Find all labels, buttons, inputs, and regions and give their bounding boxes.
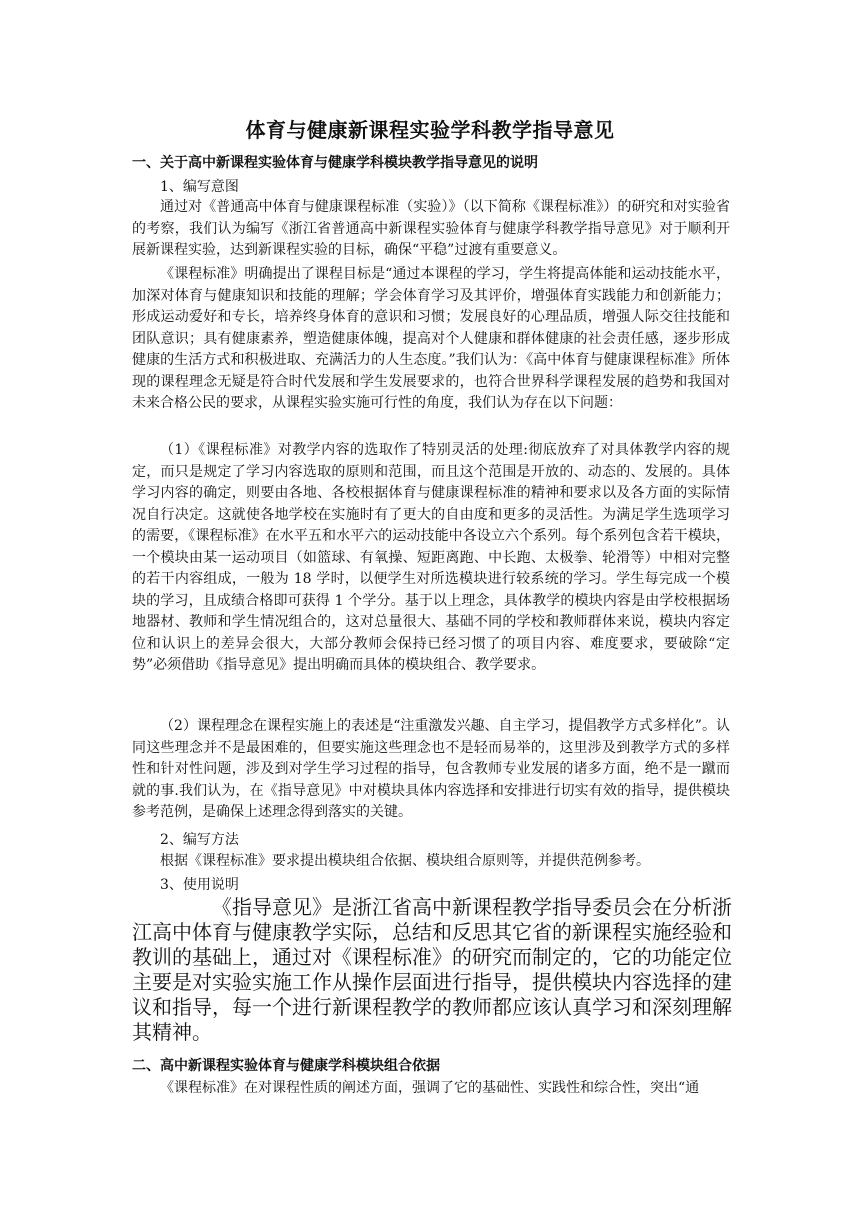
paragraph-large: 《指导意见》是浙江省高中新课程教学指导委员会在分析浙江高中体育与健康教学实际，总结和反思其它省的新课程实施经验和教训的基础上，通过对《课程标准》的研究而制定的，它的功能定位主要是对实验实施工作从操作层面进行指导，提供模块内容选择的建议和指导，每一个进行新课程教学的教师都应该认真学习和深刻理解其精神。 xyxy=(132,895,732,1044)
paragraph: （2）课程理念在课程实施上的表述是“注重激发兴趣、自主学习，提倡教学方式多样化”。认同这些理念并不是最困难的，但要实施这些理念也不是轻而易举的，这里涉及到教学方式的多样性和针对性问题，涉及到对学生学习过程的指导，包含教师专业发展的诸多方面，绝不是一蹴而就的事.我们认为，在《指导意见》中对模块具体内容选择和安排进行切实有效的指导，提供模块参考范例，是确保上述理念得到落实的关键。 xyxy=(132,718,730,820)
paragraph: 《课程标准》在对课程性质的阐述方面，强调了它的基础性、实践性和综合性，突出“通 xyxy=(160,1080,700,1096)
paragraph: （1）《课程标准》对教学内容的选取作了特别灵活的处理:彻底放弃了对具体教学内容的规定，而只是规定了学习内容选取的原则和范围，而且这个范围是开放的、动态的、发展的。具体学习内容的确定，则要由各地、各校根据体育与健康课程标准的精神和要求以及各方面的实际情况自行决定。这就使各地学校在实施时有了更大的自由度和更多的灵活性。为满足学生选项学习的需要，《课程标准》在水平五和水平六的运动技能中各设立六个系列。每个系列包含若干模块，一个模块由某一运动项目（如篮球、有氧操、短距离跑、中长跑、太极拳、轮滑等）中相对完整的若干内容组成，一般为 18 学时，以便学生对所选模块进行较系统的学习。学生每完成一个模块的学习，且成绩合格即可获得 1 个学分。基于以上理念，具体教学的模块内容是由学校根据场地器材、教师和学生情况组合的，这对总量很大、基础不同的学校和教师群体来说，模块内容定位和认识上的差异会很大，大部分教师会保持已经习惯了的项目内容、难度要求，要破除“定势”必须借助《指导意见》提出明确而具体的模块组合、教学要求。 xyxy=(132,442,730,673)
paragraph: 《课程标准》明确提出了课程目标是“通过本课程的学习，学生将提高体能和运动技能水平，加深对体育与健康知识和技能的理解；学会体育学习及其评价，增强体育实践能力和创新能力；形成运动爱好和专长，培养终身体育的意识和习惯；发展良好的心理品质，增强人际交往技能和团队意识；具有健康素养，塑造健康体魄，提高对个人健康和群体健康的社会责任感，逐步形成健康的生活方式和积极进取、充满活力的人生态度。”我们认为：《高中体育与健康课程标准》所体现的课程理念无疑是符合时代发展和学生发展要求的，也符合世界科学课程发展的趋势和我国对未来合格公民的要求，从课程实验实施可行性的角度，我们认为存在以下问题： xyxy=(132,266,730,411)
subsection-3-heading: 3、使用说明 xyxy=(160,877,239,893)
section-2-heading: 二、高中新课程实验体育与健康学科模块组合依据 xyxy=(132,1058,440,1074)
document-title: 体育与健康新课程实验学科教学指导意见 xyxy=(245,118,615,142)
paragraph: 通过对《普通高中体育与健康课程标准（实验）》（以下简称《课程标准》）的研究和对实验省的考察，我们认为编写《浙江省普通高中新课程实验体育与健康学科教学指导意见》对于顺利开展新课程实验，达到新课程实验的目标，确保“平稳”过渡有重要意义。 xyxy=(132,199,730,258)
paragraph: 根据《课程标准》要求提出模块组合依据、模块组合原则等，并提供范例参考。 xyxy=(160,853,650,869)
subsection-1-heading: 1、编写意图 xyxy=(160,179,239,195)
subsection-2-heading: 2、编写方法 xyxy=(160,832,239,848)
section-1-heading: 一、关于高中新课程实验体育与健康学科模块教学指导意见的说明 xyxy=(132,155,538,171)
